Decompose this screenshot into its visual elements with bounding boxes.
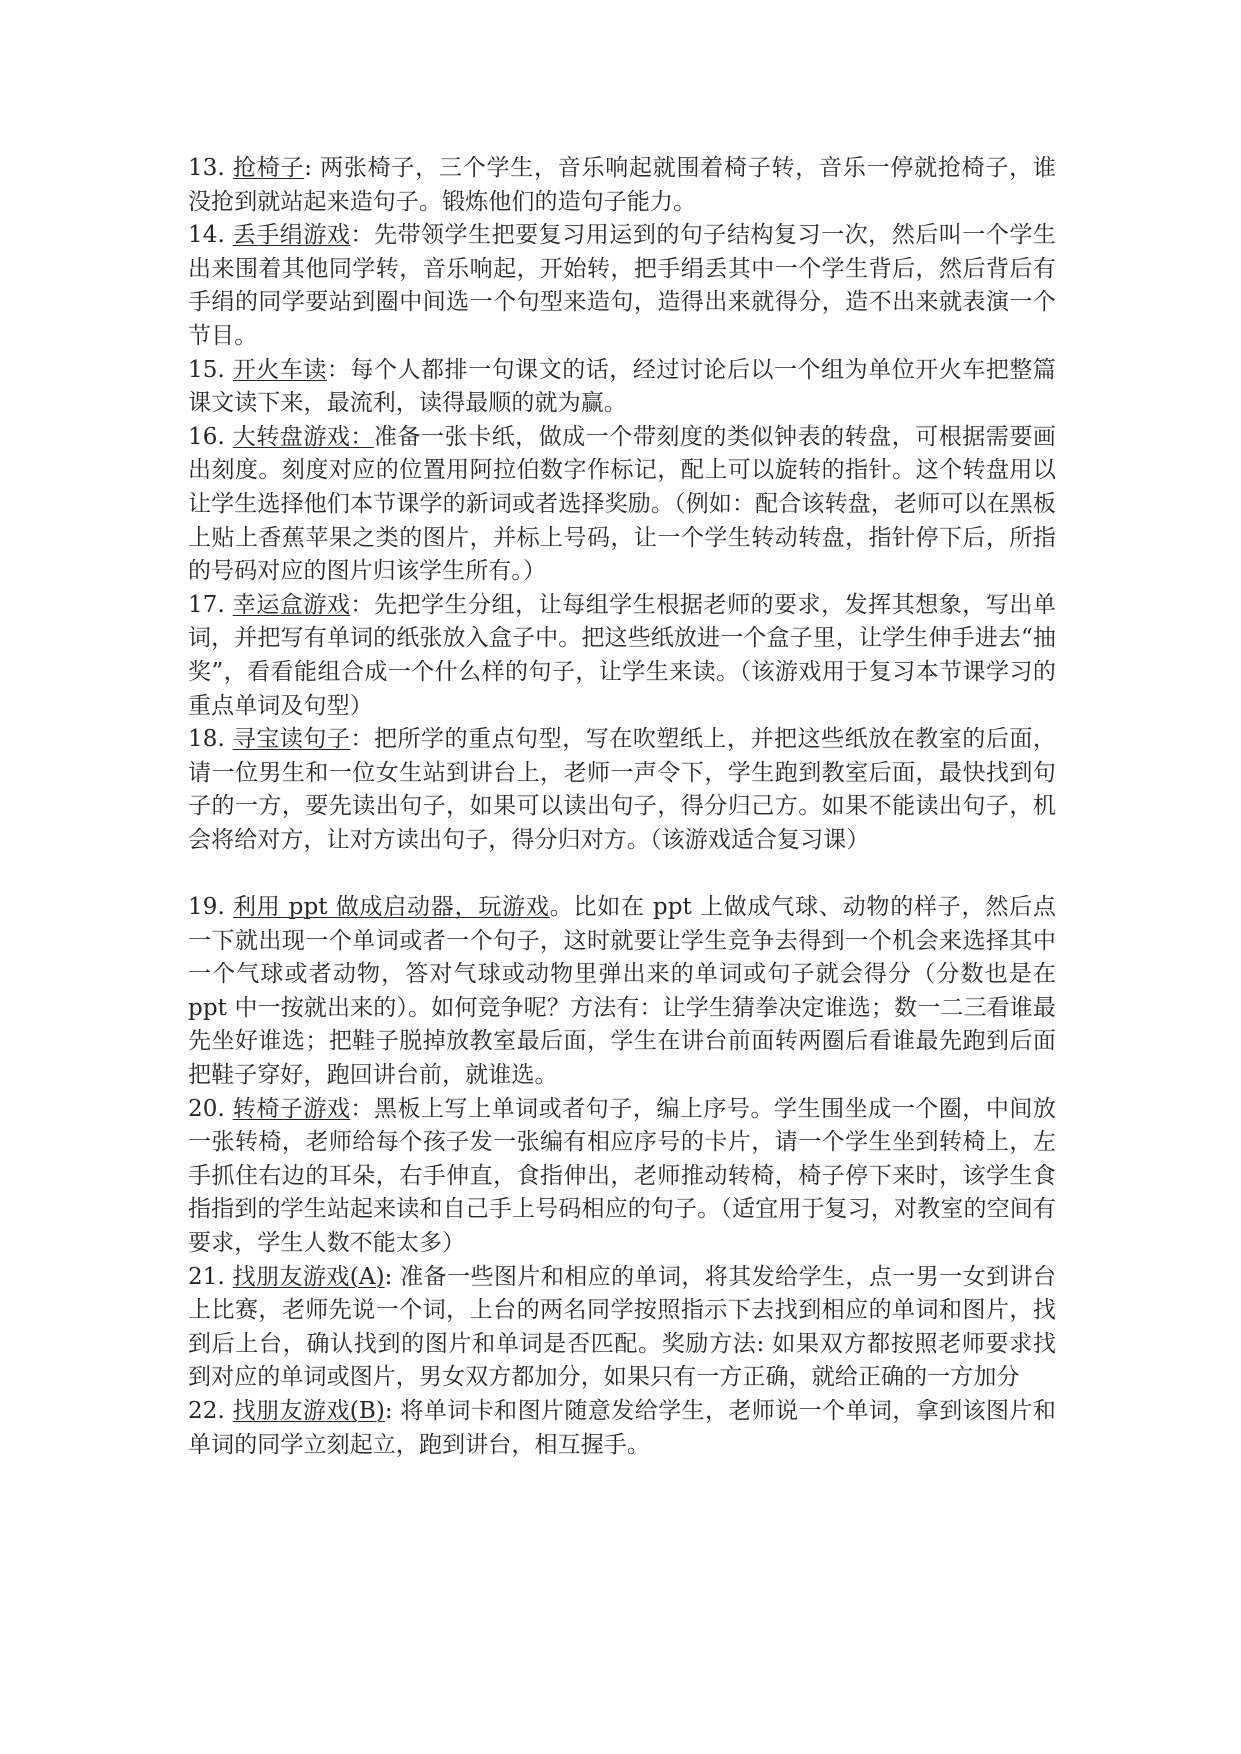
- list-item-21: [188, 1261, 1056, 1395]
- item-title: 开火车读: [232, 356, 327, 383]
- item-title: 转椅子游戏: [232, 1095, 351, 1122]
- item-body: : 将单词卡和图片随意发给学生，老师说一个单词，拿到该图片和单词的同学立刻起立，跑到讲台，相互握手。: [188, 1397, 1056, 1458]
- item-body: ：把所学的重点句型，写在吹塑纸上，并把这些纸放在教室的后面，请一位男生和一位女生站到讲台上，老师一声令下，学生跑到教室后面，最快找到句子的一方，要先读出句子，如果可以读出句子，得分归己方。如果不能读出句子，机会将给对方，让对方读出句子，得分归对方。（该游戏适合复习课）: [188, 726, 1057, 853]
- item-body: ：先把学生分组，让每组学生根据老师的要求，发挥其想象，写出单词，并把写有单词的纸张放入盒子中。把这些纸放进一个盒子里，让学生伸手进去“抽奖”，看看能组合成一个什么样的句子，让学生来读。（该游戏用于复习本节课学习的重点单词及句型）: [188, 591, 1057, 719]
- list-item-18: [188, 723, 1056, 857]
- item-number: 15.: [188, 356, 233, 383]
- item-number: 21.: [188, 1263, 233, 1290]
- document-body: [188, 152, 1056, 1462]
- list-item-22: [188, 1395, 1056, 1462]
- list-item-17: [188, 589, 1056, 723]
- item-title: 幸运盒游戏: [232, 591, 351, 618]
- list-item-15: [188, 354, 1056, 421]
- item-title: 抢椅子: [232, 155, 305, 181]
- item-number: 19.: [188, 894, 233, 921]
- list-item-13: [188, 152, 1056, 219]
- item-title: 找朋友游戏(B): [232, 1397, 385, 1424]
- list-item-16: [188, 421, 1056, 589]
- item-body: ：黑板上写上单词或者句子，编上序号。学生围坐成一个圈，中间放一张转椅，老师给每个孩子发一张编有相应序号的卡片，请一个学生坐到转椅上，左手抓住右边的耳朵，右手伸直，食指伸出，老师推动转椅，椅子停下来时，该学生食指指到的学生站起来读和自己手上号码相应的句子。（适宜用于复习，对教室的空间有要求，学生人数不能太多）: [188, 1095, 1057, 1256]
- item-body: 准备一张卡纸，做成一个带刻度的类似钟表的转盘，可根据需要画出刻度。刻度对应的位置用阿拉伯数字作标记，配上可以旋转的指针。这个转盘用以让学生选择他们本节课学的新词或者选择奖励。（例如：配合该转盘，老师可以在黑板上贴上香蕉苹果之类的图片，并标上号码，让一个学生转动转盘，指针停下后，所指的号码对应的图片归该学生所有。）: [188, 423, 1057, 585]
- item-number: 18.: [188, 726, 233, 753]
- item-number: 14.: [188, 222, 233, 249]
- item-body: 。比如在 ppt 上做成气球、动物的样子，然后点一下就出现一个单词或者一个句子，这时就要让学生竞争去得到一个机会来选择其中一个气球或者动物，答对气球或动物里弹出来的单词或句子就会得分（分数也是在 ppt 中一按就出来的）。如何竞争呢？方法有：让学生猜拳决定谁选；数一二三看谁最先坐好谁选；把鞋子脱掉放教室最后面，学生在讲台前面转两圈后看谁最先跑到后面把鞋子穿好，跑回讲台前，就谁选。: [188, 894, 1056, 1089]
- item-body: : 两张椅子，三个学生，音乐响起就围着椅子转，音乐一停就抢椅子，谁没抢到就站起来造句子。锻炼他们的造句子能力。: [188, 155, 1056, 215]
- item-body: : 准备一些图片和相应的单词，将其发给学生，点一男一女到讲台上比赛，老师先说一个词，上台的两名同学按照指示下去找到相应的单词和图片，找到后上台，确认找到的图片和单词是否匹配。奖励方法: 如果双方都按照老师要求找到对应的单词或图片，男女双方都加分，如果只有一方正确，就给正确的一方加分: [188, 1263, 1056, 1391]
- item-title: 大转盘游戏：: [232, 423, 374, 450]
- item-number: 13.: [188, 155, 233, 181]
- list-item-20: [188, 1093, 1056, 1261]
- item-title: 利用 ppt 做成启动器，玩游戏: [232, 894, 550, 921]
- list-item-19: [188, 891, 1056, 1093]
- item-number: 16.: [188, 423, 233, 450]
- item-body: ：先带领学生把要复习用运到的句子结构复习一次，然后叫一个学生出来围着其他同学转，音乐响起，开始转，把手绢丢其中一个学生背后，然后背后有手绢的同学要站到圈中间选一个句型来造句，造得出来就得分，造不出来就表演一个节目。: [188, 222, 1057, 349]
- item-number: 22.: [188, 1397, 233, 1424]
- item-number: 20.: [188, 1095, 233, 1122]
- item-title: 找朋友游戏(A): [232, 1263, 385, 1290]
- item-body: ：每个人都排一句课文的话，经过讨论后以一个组为单位开火车把整篇课文读下来，最流利，读得最顺的就为赢。: [188, 356, 1056, 417]
- item-title: 寻宝读句子: [232, 726, 351, 753]
- list-item-14: [188, 219, 1056, 353]
- item-number: 17.: [188, 591, 233, 618]
- item-title: 丢手绢游戏: [232, 222, 351, 249]
